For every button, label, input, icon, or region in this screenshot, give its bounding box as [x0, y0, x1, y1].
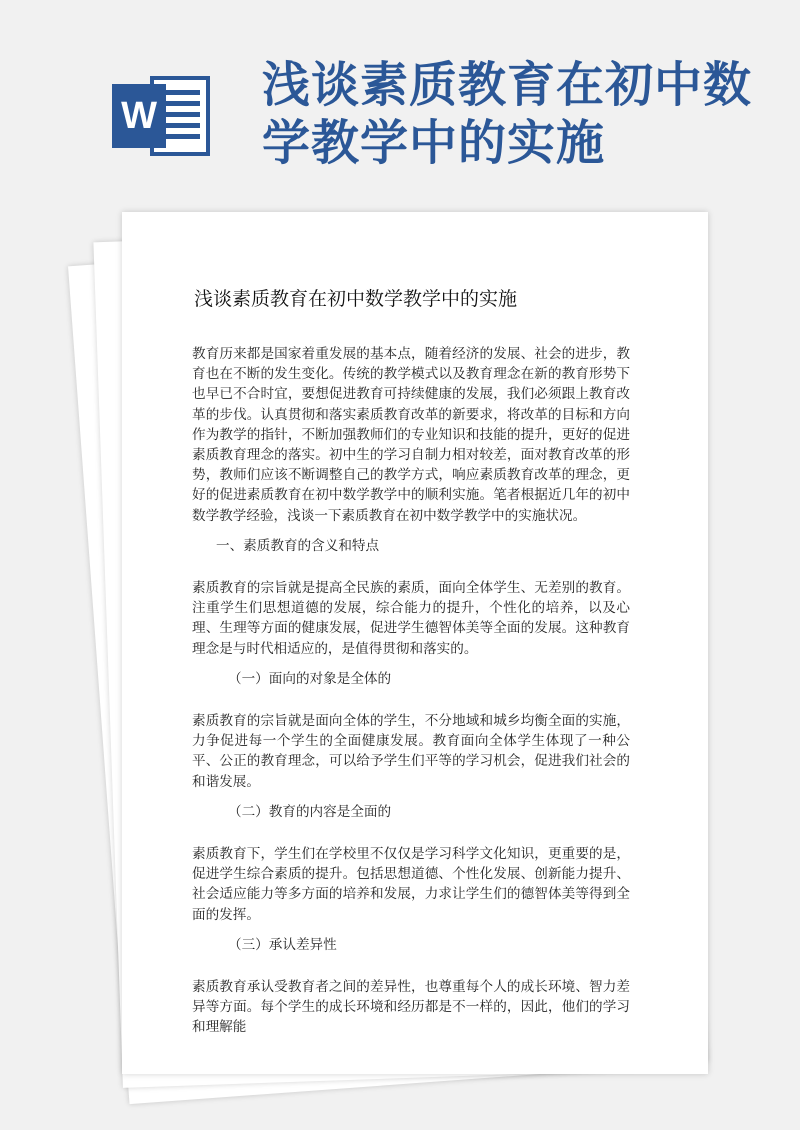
document-page: [122, 212, 708, 1074]
subheading-2: （二）教育的内容是全面的: [228, 803, 392, 820]
paragraph-differences: 素质教育承认受教育者之间的差异性，也尊重每个人的成长环境、智力差异等方面。每个学生的成长环境和经历都是不一样的，因此，他们的学习和理解能: [192, 979, 630, 1036]
headline-line-2: 学教学中的实施: [262, 115, 606, 171]
section-heading-1: 一、素质教育的含义和特点: [216, 537, 380, 554]
paragraph-all-students: 素质教育的宗旨就是面向全体的学生，不分地域和城乡均衡全面的实施，力争促进每一个学生的全面健康发展。教育面向全体学生体现了一种公平、公正的教育理念，可以给予学生们平等的学习机会，促进我们社会的和谐发展。: [192, 713, 630, 790]
document-body: [192, 344, 630, 1038]
page-headline: [262, 56, 782, 172]
document-title: 浅谈素质教育在初中数学教学中的实施: [194, 288, 518, 310]
paragraph-definition: 素质教育的宗旨就是提高全民族的素质，面向全体学生、无差别的教育。注重学生们思想道德的发展，综合能力的提升，个性化的培养，以及心理、生理等方面的健康发展，促进学生德智体美等全面的发展。这种教育理念是与时代相适应的，是值得贯彻和落实的。: [192, 580, 630, 657]
paragraph-intro: 教育历来都是国家着重发展的基本点，随着经济的发展、社会的进步，教育也在不断的发生变化。传统的教学模式以及教育理念在新的教育形势下也早已不合时宜，要想促进教育可持续健康的发展，我们必须跟上教育改革的步伐。认真贯彻和落实素质教育改革的新要求，将改革的目标和方向作为教学的指针，不断加强教师们的专业知识和技能的提升，更好的促进素质教育理念的落实。初中生的学习自制力相对较差，面对教育改革的形势，教师们应该不断调整自己的教学方式，响应素质教育改革的理念，更好的促进素质教育在初中数学教学中的顺利实施。笔者根据近几年的初中数学教学经验，浅谈一下素质教育在初中数学教学中的实施状况。: [192, 346, 630, 524]
subheading-3: （三）承认差异性: [228, 936, 337, 953]
word-icon-letter: W: [121, 95, 157, 137]
subheading-1: （一）面向的对象是全体的: [228, 670, 392, 687]
paragraph-comprehensive: 素质教育下，学生们在学校里不仅仅是学习科学文化知识，更重要的是，促进学生综合素质的提升。包括思想道德、个性化发展、创新能力提升、社会适应能力等多方面的培养和发展，力求让学生们的德智体美等得到全面的发挥。: [192, 846, 630, 923]
headline-line-1: 浅谈素质教育在初中数: [262, 57, 753, 113]
word-document-icon: [112, 74, 210, 158]
